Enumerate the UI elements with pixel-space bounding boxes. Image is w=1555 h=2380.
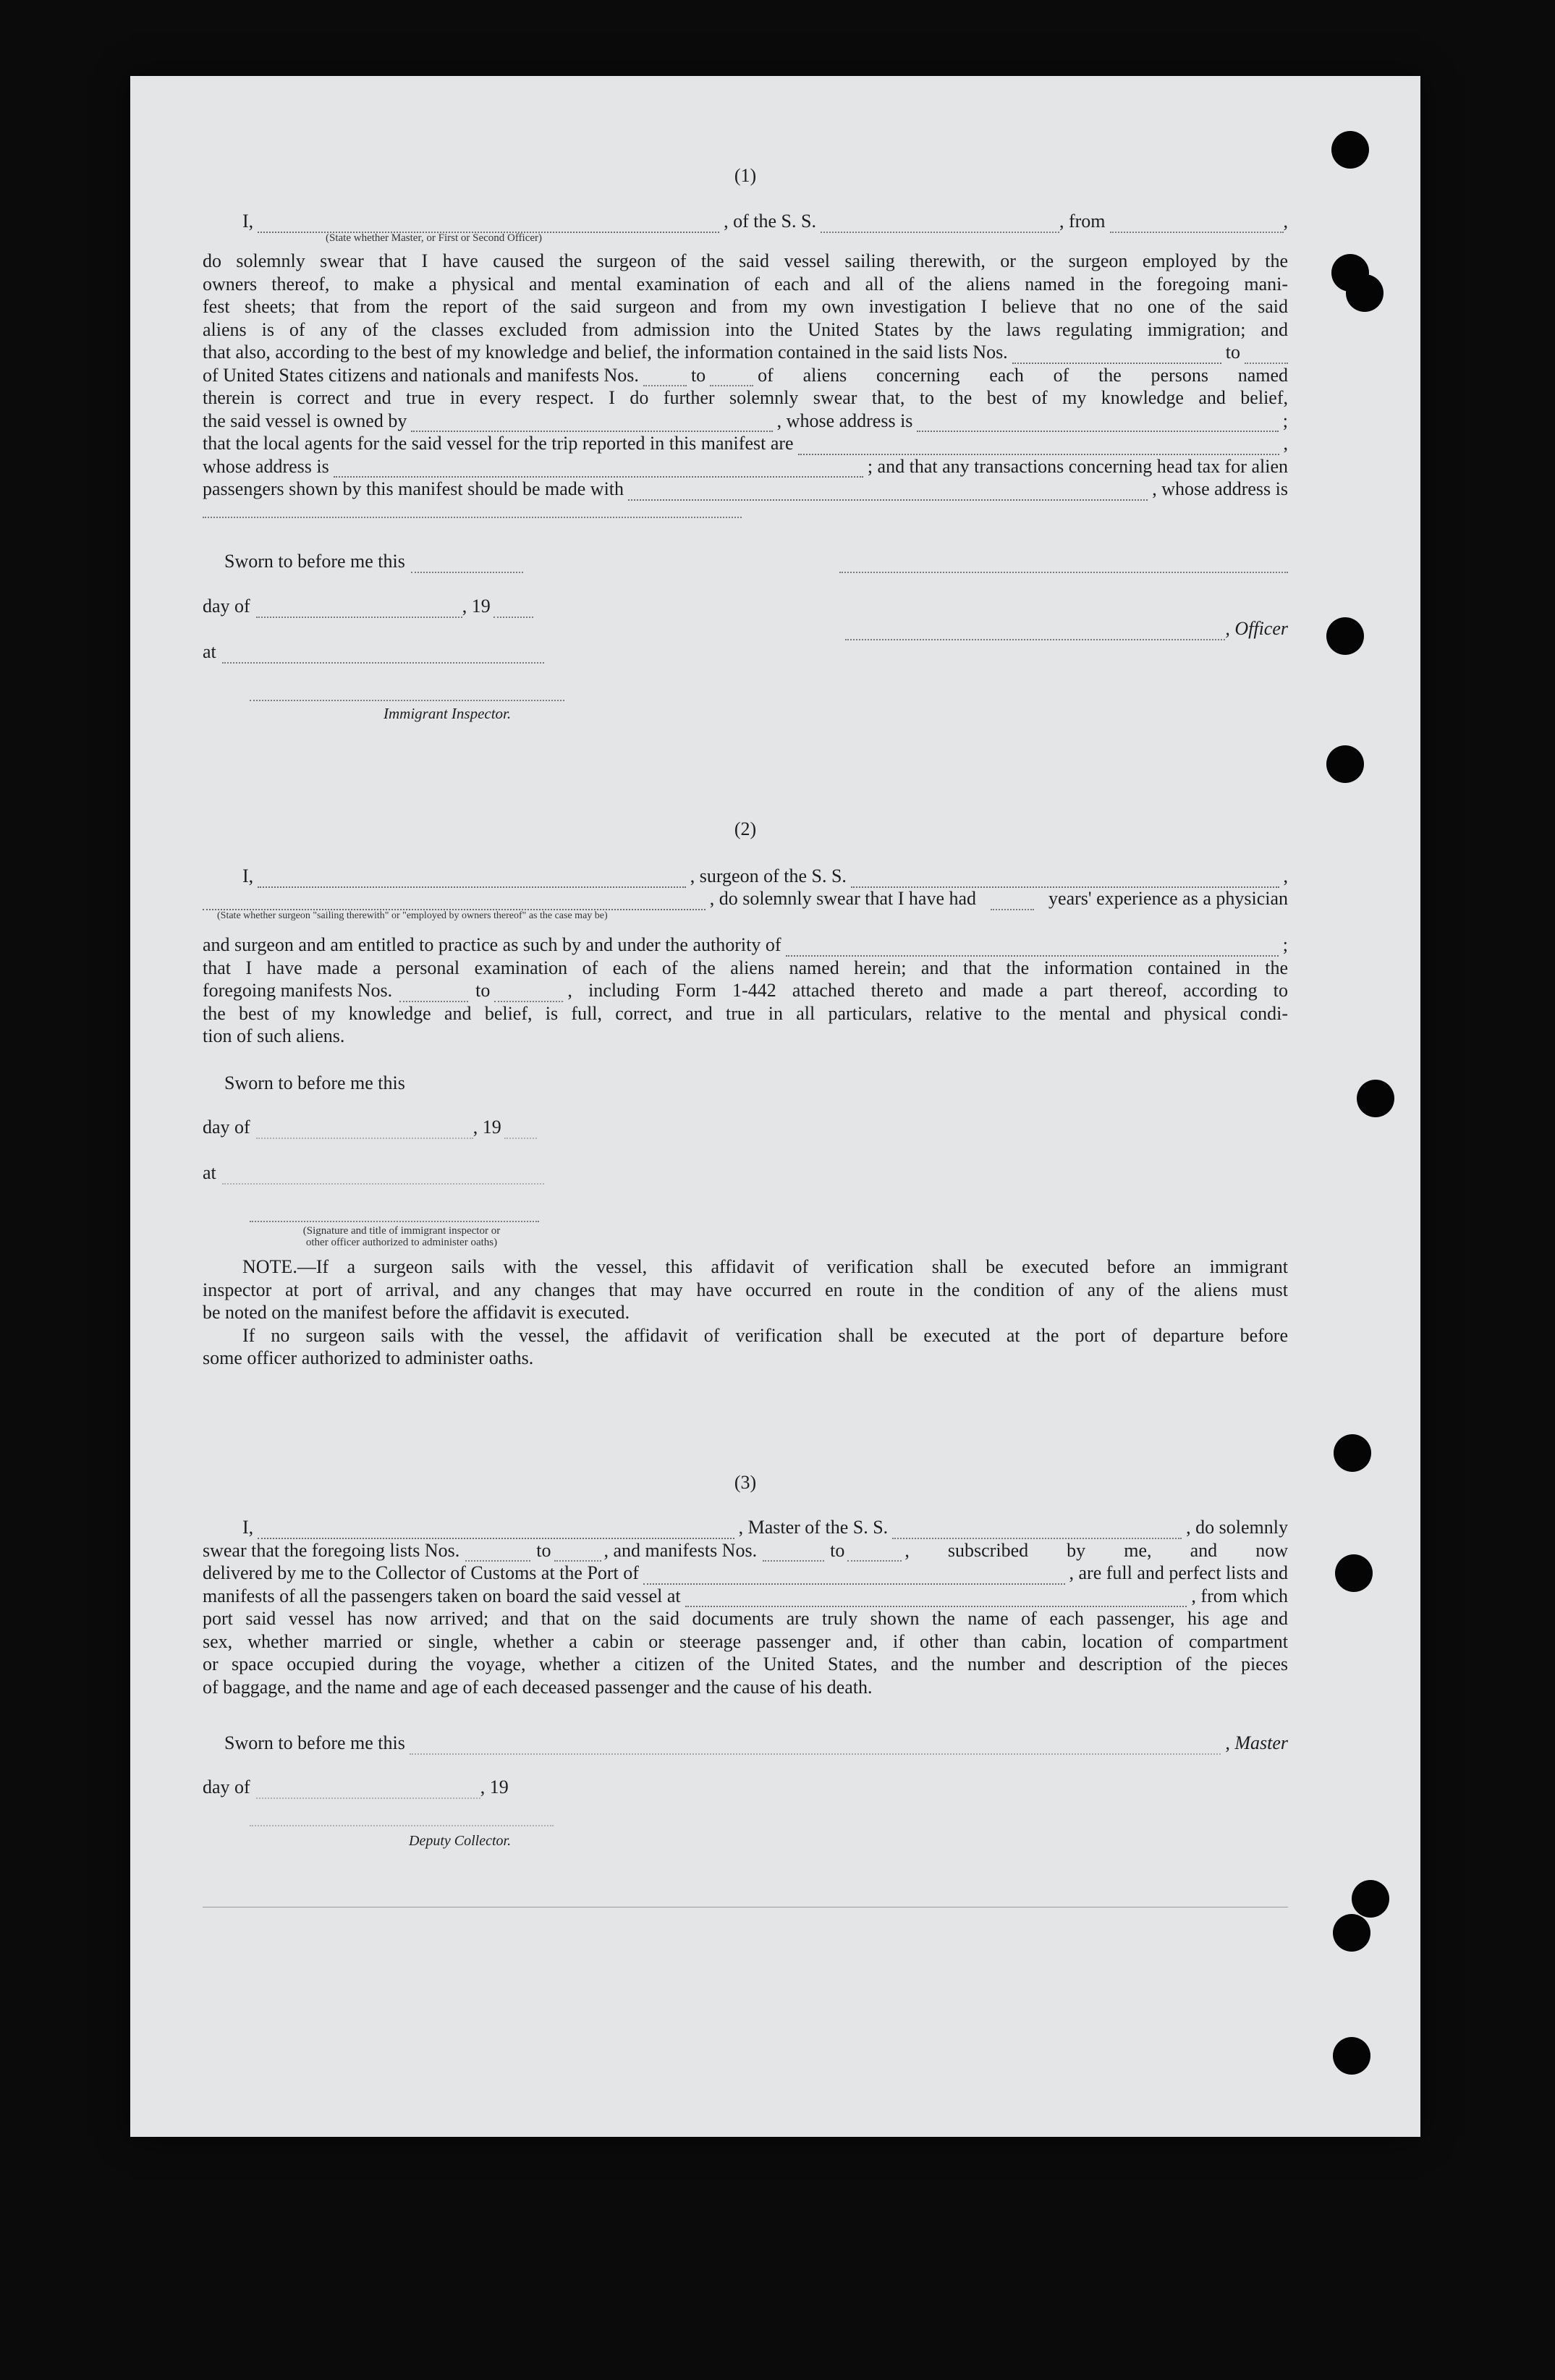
form-sheet — [130, 76, 1420, 2137]
text-from: , from — [1059, 211, 1106, 232]
sworn-month-field[interactable] — [256, 604, 462, 618]
manifests-all-line — [203, 1585, 1288, 1608]
signature-note-line: other officer authorized to administer oaths) — [305, 1237, 498, 1248]
text-comma: , — [1283, 433, 1288, 454]
text-to: to — [475, 980, 491, 1001]
manifests-from-field[interactable] — [763, 1547, 824, 1562]
text-day-of: day of — [203, 596, 250, 617]
deputy-signature-line — [250, 1809, 554, 1832]
text-at: at — [203, 1162, 216, 1183]
agents-address-field[interactable] — [334, 462, 863, 478]
punch-hole — [1333, 2037, 1370, 2075]
inspector-label: Immigrant Inspector. — [384, 705, 512, 722]
punch-hole — [1333, 1914, 1370, 1952]
paragraph-line: the best of my knowledge and belief, is full, correct, and true in all particulars, relative to the mental and physical condi- — [203, 1002, 1288, 1024]
text-whose-address: , whose address is — [1152, 478, 1288, 499]
section-2-number: (2) — [734, 818, 757, 839]
local-agents-field[interactable] — [798, 439, 1279, 455]
text-and-manifests: , and manifests Nos. — [603, 1539, 758, 1561]
text-i: I, — [242, 865, 254, 886]
section-2-experience-line — [203, 887, 1288, 910]
head-tax-address-field[interactable] — [203, 504, 742, 518]
text-year: , 19 — [473, 1117, 501, 1138]
section-2-oath-line — [203, 865, 1288, 888]
text-do-swear: , do solemnly swear that I have had — [709, 888, 977, 909]
paragraph-line: of aliens concerning each of the persons named — [758, 364, 1288, 386]
manifests-to-field[interactable] — [847, 1547, 902, 1562]
note-line: inspector at port of arrival, and any changes that may have occurred en route in the condition of any of the aliens must — [203, 1279, 1288, 1300]
text-to: to — [536, 1539, 551, 1561]
text-i: I, — [242, 211, 254, 232]
paragraph-line: owners thereof, to make a physical and mental examination of each and all of the aliens named in the foregoing mani- — [203, 273, 1288, 295]
text-years: years' experience as a physician — [1048, 888, 1288, 909]
text-semicolon: ; — [1282, 410, 1288, 431]
signature-note-line: (Signature and title of immigrant inspector or — [302, 1225, 501, 1237]
text-manifests-all: manifests of all the passengers taken on board the said vessel at — [203, 1585, 681, 1606]
punch-hole — [1346, 274, 1384, 312]
text-year: , 19 — [480, 1776, 509, 1797]
text-to: to — [1225, 342, 1240, 363]
punch-hole — [1352, 1880, 1389, 1918]
text-sworn: Sworn to before me this — [224, 1072, 405, 1093]
note-line: If no surgeon sails with the vessel, the affidavit of verification shall be executed at the port of departure before — [242, 1324, 1288, 1346]
collector-port-field[interactable] — [643, 1569, 1065, 1585]
officer-name-field[interactable] — [258, 217, 719, 233]
paragraph-line: sex, whether married or single, whether a cabin or steerage passenger and, if other than cabin, location of compartment — [203, 1630, 1288, 1652]
lists-nos-from-field[interactable] — [1012, 348, 1221, 364]
master-signature-field[interactable] — [410, 1739, 1221, 1755]
section-3-number: (3) — [734, 1472, 757, 1493]
signature-note — [257, 1225, 546, 1248]
section-1-number: (1) — [734, 165, 757, 186]
surgeon-status-note: (State whether surgeon "sailing therewith" or "employed by owners thereof" as the case may be) — [217, 910, 608, 921]
section-1-at-line — [203, 640, 1288, 664]
paragraph-line: that also, according to the best of my knowledge and belief, the information contained in the said lists Nos. — [203, 342, 1008, 363]
text-to: to — [830, 1539, 845, 1561]
owner-address-field[interactable] — [917, 416, 1278, 432]
sworn-year-field[interactable] — [493, 604, 533, 618]
section-2-at-line — [203, 1161, 1288, 1185]
section-1-paragraph — [203, 250, 1288, 523]
lists-line — [203, 1539, 1288, 1562]
text-comma: , — [1283, 865, 1288, 886]
inspector-signature-field[interactable] — [250, 1208, 539, 1222]
text-do-solemnly: , do solemnly — [1186, 1517, 1288, 1538]
surgeon-name-field[interactable] — [258, 872, 686, 888]
vessel-name-field[interactable] — [821, 219, 1059, 233]
punch-hole — [1326, 745, 1364, 783]
delivered-line — [203, 1562, 1288, 1585]
text-i: I, — [242, 1517, 254, 1538]
punch-hole — [1357, 1080, 1394, 1117]
text-at: at — [203, 641, 216, 662]
punch-hole — [1331, 131, 1369, 169]
lists-nos-to-field[interactable] — [1245, 350, 1288, 364]
paragraph-line: fest sheets; that from the report of the said surgeon and from my own investigation I believe that no one of the said — [203, 296, 1288, 317]
text-local-agents: that the local agents for the said vessel for the trip reported in this manifest are — [203, 433, 794, 454]
master-vessel-field[interactable] — [892, 1525, 1182, 1539]
text-day-of: day of — [203, 1117, 250, 1138]
head-tax-line — [203, 478, 1288, 501]
paragraph-line: or space occupied during the voyage, whether a citizen of the United States, and the number and description of the pieces — [203, 1653, 1288, 1674]
entitled-line — [203, 933, 1288, 957]
text-officer: , Officer — [1225, 618, 1288, 639]
punch-hole — [1326, 617, 1364, 655]
owner-field[interactable] — [411, 416, 772, 432]
deputy-signature-field[interactable] — [250, 1812, 554, 1826]
officer-title-field[interactable] — [845, 626, 1225, 640]
master-name-field[interactable] — [258, 1523, 734, 1539]
agents-address-line — [203, 455, 1288, 478]
text-foregoing: foregoing manifests Nos. — [203, 980, 393, 1001]
paragraph-line: tion of such aliens. — [203, 1025, 345, 1046]
manifests-to-field[interactable] — [494, 988, 563, 1002]
master-oath-line — [203, 1516, 1288, 1539]
sworn-place-field[interactable] — [222, 1170, 544, 1185]
lists-from-field[interactable] — [465, 1547, 530, 1562]
note-line: NOTE.—If a surgeon sails with the vessel, this affidavit of verification shall be executed before an immigrant — [242, 1256, 1288, 1277]
text-sworn: Sworn to before me this — [224, 1732, 405, 1753]
sworn-month-field[interactable] — [256, 1125, 473, 1139]
paragraph-line: port said vessel has now arrived; and that on the said documents are truly shown the name of each passenger, his age and — [203, 1608, 1288, 1629]
text-sworn: Sworn to before me this — [224, 551, 405, 572]
text-swear-lists: swear that the foregoing lists Nos. — [203, 1539, 460, 1561]
section-2-day-line — [203, 1116, 1288, 1139]
licensing-authority-field[interactable] — [786, 941, 1279, 957]
paragraph-line: aliens is of any of the classes excluded from admission into the United States by the laws regulating immigration; and — [203, 318, 1288, 340]
section-2-sworn-line — [203, 1072, 1288, 1095]
section-1-day-line — [203, 595, 1288, 618]
paragraph-line: therein is correct and true in every respect. I do further solemnly swear that, to the best of my knowledge and belief, — [203, 387, 1288, 408]
sworn-year-field[interactable] — [504, 1125, 537, 1139]
paragraph-line: of baggage, and the name and age of each deceased passenger and the cause of his death. — [203, 1676, 873, 1698]
departure-port-field[interactable] — [1110, 219, 1284, 233]
text-subscribed: , subscribed by me, and now — [904, 1539, 1288, 1561]
officer-role-note: (State whether Master, or First or Second Officer) — [326, 232, 543, 244]
section-1-officer-line — [203, 617, 1288, 640]
text-from-which: , from which — [1191, 1585, 1288, 1606]
note-line: be noted on the manifest before the affidavit is executed. — [203, 1302, 630, 1323]
manifests-nos-to-field[interactable] — [710, 372, 753, 386]
inspector-signature-line — [250, 1205, 539, 1228]
manifests-nos-line — [203, 364, 1288, 387]
head-tax-agent-field[interactable] — [628, 485, 1148, 501]
text-of-ss: , of the S. S. — [724, 211, 816, 232]
text-semicolon: ; — [1282, 934, 1288, 955]
inspector-signature-field[interactable] — [250, 687, 564, 701]
paragraph-line: that I have made a personal examination of each of the aliens named herein; and that the information contained in the — [203, 957, 1288, 978]
punch-hole — [1335, 1554, 1373, 1592]
text-owned-by: the said vessel is owned by — [203, 410, 407, 431]
sworn-day-field[interactable] — [411, 559, 523, 573]
text-master: , Master — [1225, 1732, 1288, 1753]
local-agents-line — [203, 432, 1288, 455]
note-line: some officer authorized to administer oaths. — [203, 1347, 534, 1368]
manifests-nos-from-field[interactable] — [643, 372, 687, 386]
text-passengers-shown: passengers shown by this manifest should be made with — [203, 478, 624, 499]
section-1-oath-line — [203, 210, 1288, 233]
deputy-label: Deputy Collector. — [409, 1833, 512, 1849]
section-3-sworn-line — [203, 1732, 1288, 1755]
punch-hole — [1334, 1434, 1371, 1472]
surgeon-vessel-field[interactable] — [851, 872, 1279, 888]
text-year: , 19 — [462, 596, 491, 617]
manifests-from-field[interactable] — [399, 988, 468, 1002]
sworn-month-field[interactable] — [256, 1784, 480, 1799]
text-head-tax: ; and that any transactions concerning head tax for alien — [867, 455, 1288, 477]
text-to: to — [690, 364, 706, 386]
embarkation-port-field[interactable] — [685, 1591, 1187, 1607]
text-whose-address: , whose address is — [776, 410, 913, 431]
lists-nos-line — [203, 341, 1288, 364]
text-surgeon-of: , surgeon of the S. S. — [690, 865, 847, 886]
lists-to-field[interactable] — [554, 1547, 601, 1562]
section-3-day-line — [203, 1776, 1288, 1799]
text-master-of: , Master of the S. S. — [738, 1517, 889, 1538]
text-day-of: day of — [203, 1776, 250, 1797]
head-tax-address-line — [203, 501, 1288, 523]
years-experience-field[interactable] — [991, 896, 1034, 910]
section-2-note — [203, 1255, 1288, 1370]
section-3-paragraph — [203, 1516, 1288, 1698]
foregoing-line — [203, 979, 1288, 1002]
paragraph-line: do solemnly swear that I have caused the surgeon of the said vessel sailing therewith, or the surgeon employed by the — [203, 250, 1288, 271]
text-delivered: delivered by me to the Collector of Customs at the Port of — [203, 1562, 639, 1583]
text-full-perfect: , are full and perfect lists and — [1069, 1562, 1288, 1583]
text-comma: , — [1283, 211, 1288, 232]
sworn-place-field[interactable] — [222, 649, 544, 664]
surgeon-status-field[interactable] — [203, 894, 706, 910]
owned-by-line — [203, 410, 1288, 433]
text-whose-address: whose address is — [203, 455, 329, 477]
paragraph-line: of United States citizens and nationals and manifests Nos. — [203, 364, 639, 386]
text-including: , including Form 1-442 attached thereto and made a part thereof, according to — [567, 980, 1288, 1001]
text-entitled: and surgeon and am entitled to practice as such by and under the authority of — [203, 934, 781, 955]
section-2-paragraph — [203, 933, 1288, 1048]
section-1-sworn-line — [203, 550, 1288, 573]
officer-signature-field[interactable] — [839, 559, 1288, 573]
